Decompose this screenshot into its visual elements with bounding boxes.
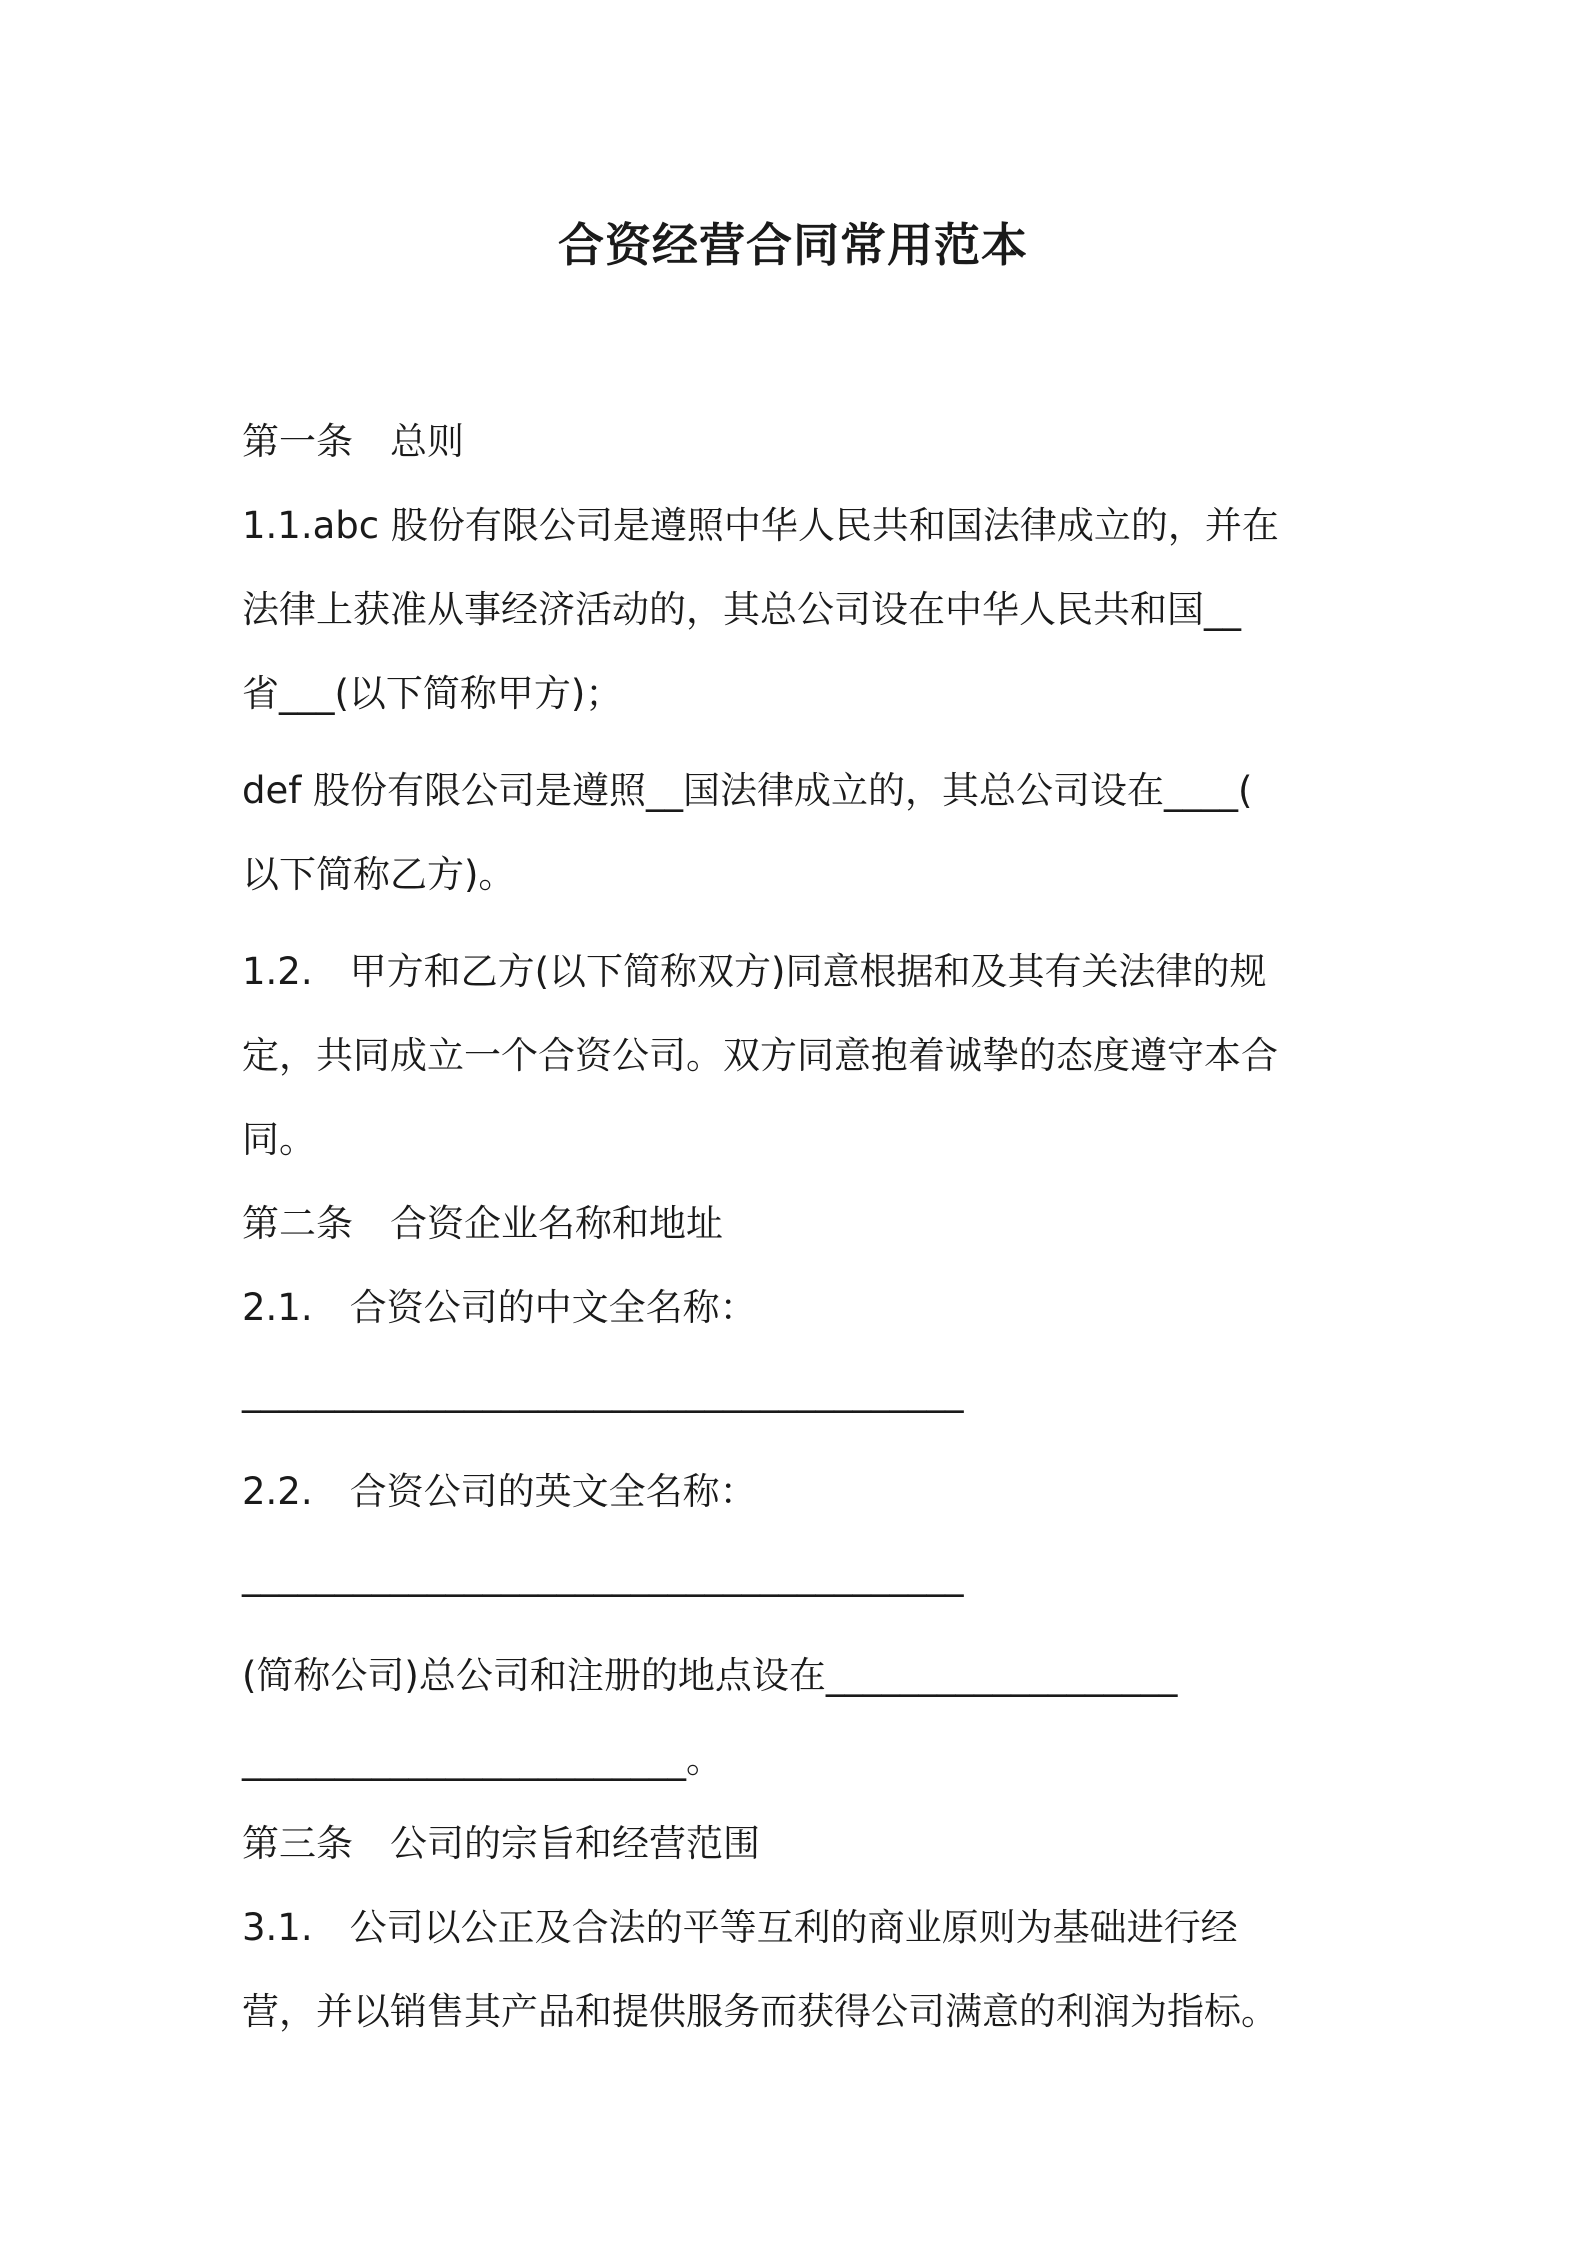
paragraph-line: 1.1.abc 股份有限公司是遵照中华人民共和国法律成立的，并在	[242, 504, 1279, 547]
paragraph-line: (简称公司)总公司和注册的地点设在___________________	[242, 1654, 1178, 1697]
document-body	[242, 400, 1366, 2054]
paragraph-line: 1.2. 甲方和乙方(以下简称双方)同意根据和及其有关法律的规	[242, 950, 1267, 993]
paragraph-line: def 股份有限公司是遵照__国法律成立的，其总公司设在____(	[242, 769, 1253, 812]
paragraph-line: 省___(以下简称甲方)；	[242, 672, 623, 715]
paragraph-line: 定，共同成立一个合资公司。双方同意抱着诚挚的态度遵守本合	[242, 1034, 1278, 1077]
paragraph-line: 3.1. 公司以公正及合法的平等互利的商业原则为基础进行经	[242, 1906, 1238, 1949]
paragraph-line: 法律上获准从事经济活动的，其总公司设在中华人民共和国__	[242, 588, 1241, 631]
blank-fill-line: ________________________。	[242, 1738, 723, 1781]
article-heading: 第一条 总则	[242, 420, 464, 463]
article-heading: 第二条 合资企业名称和地址	[242, 1202, 723, 1245]
document-title: 合资经营合同常用范本	[558, 218, 1028, 272]
blank-fill-line: _______________________________________	[242, 1370, 964, 1413]
paragraph-line: 以下简称乙方)。	[242, 853, 516, 896]
blank-fill-line: _______________________________________	[242, 1554, 964, 1597]
article-heading: 第三条 公司的宗旨和经营范围	[242, 1822, 760, 1865]
paragraph-line: 2.2. 合资公司的英文全名称：	[242, 1470, 757, 1513]
paragraph-line: 营，并以销售其产品和提供服务而获得公司满意的利润为指标。	[242, 1990, 1278, 2033]
paragraph-line: 2.1. 合资公司的中文全名称：	[242, 1286, 757, 1329]
paragraph-line: 同。	[242, 1118, 316, 1161]
